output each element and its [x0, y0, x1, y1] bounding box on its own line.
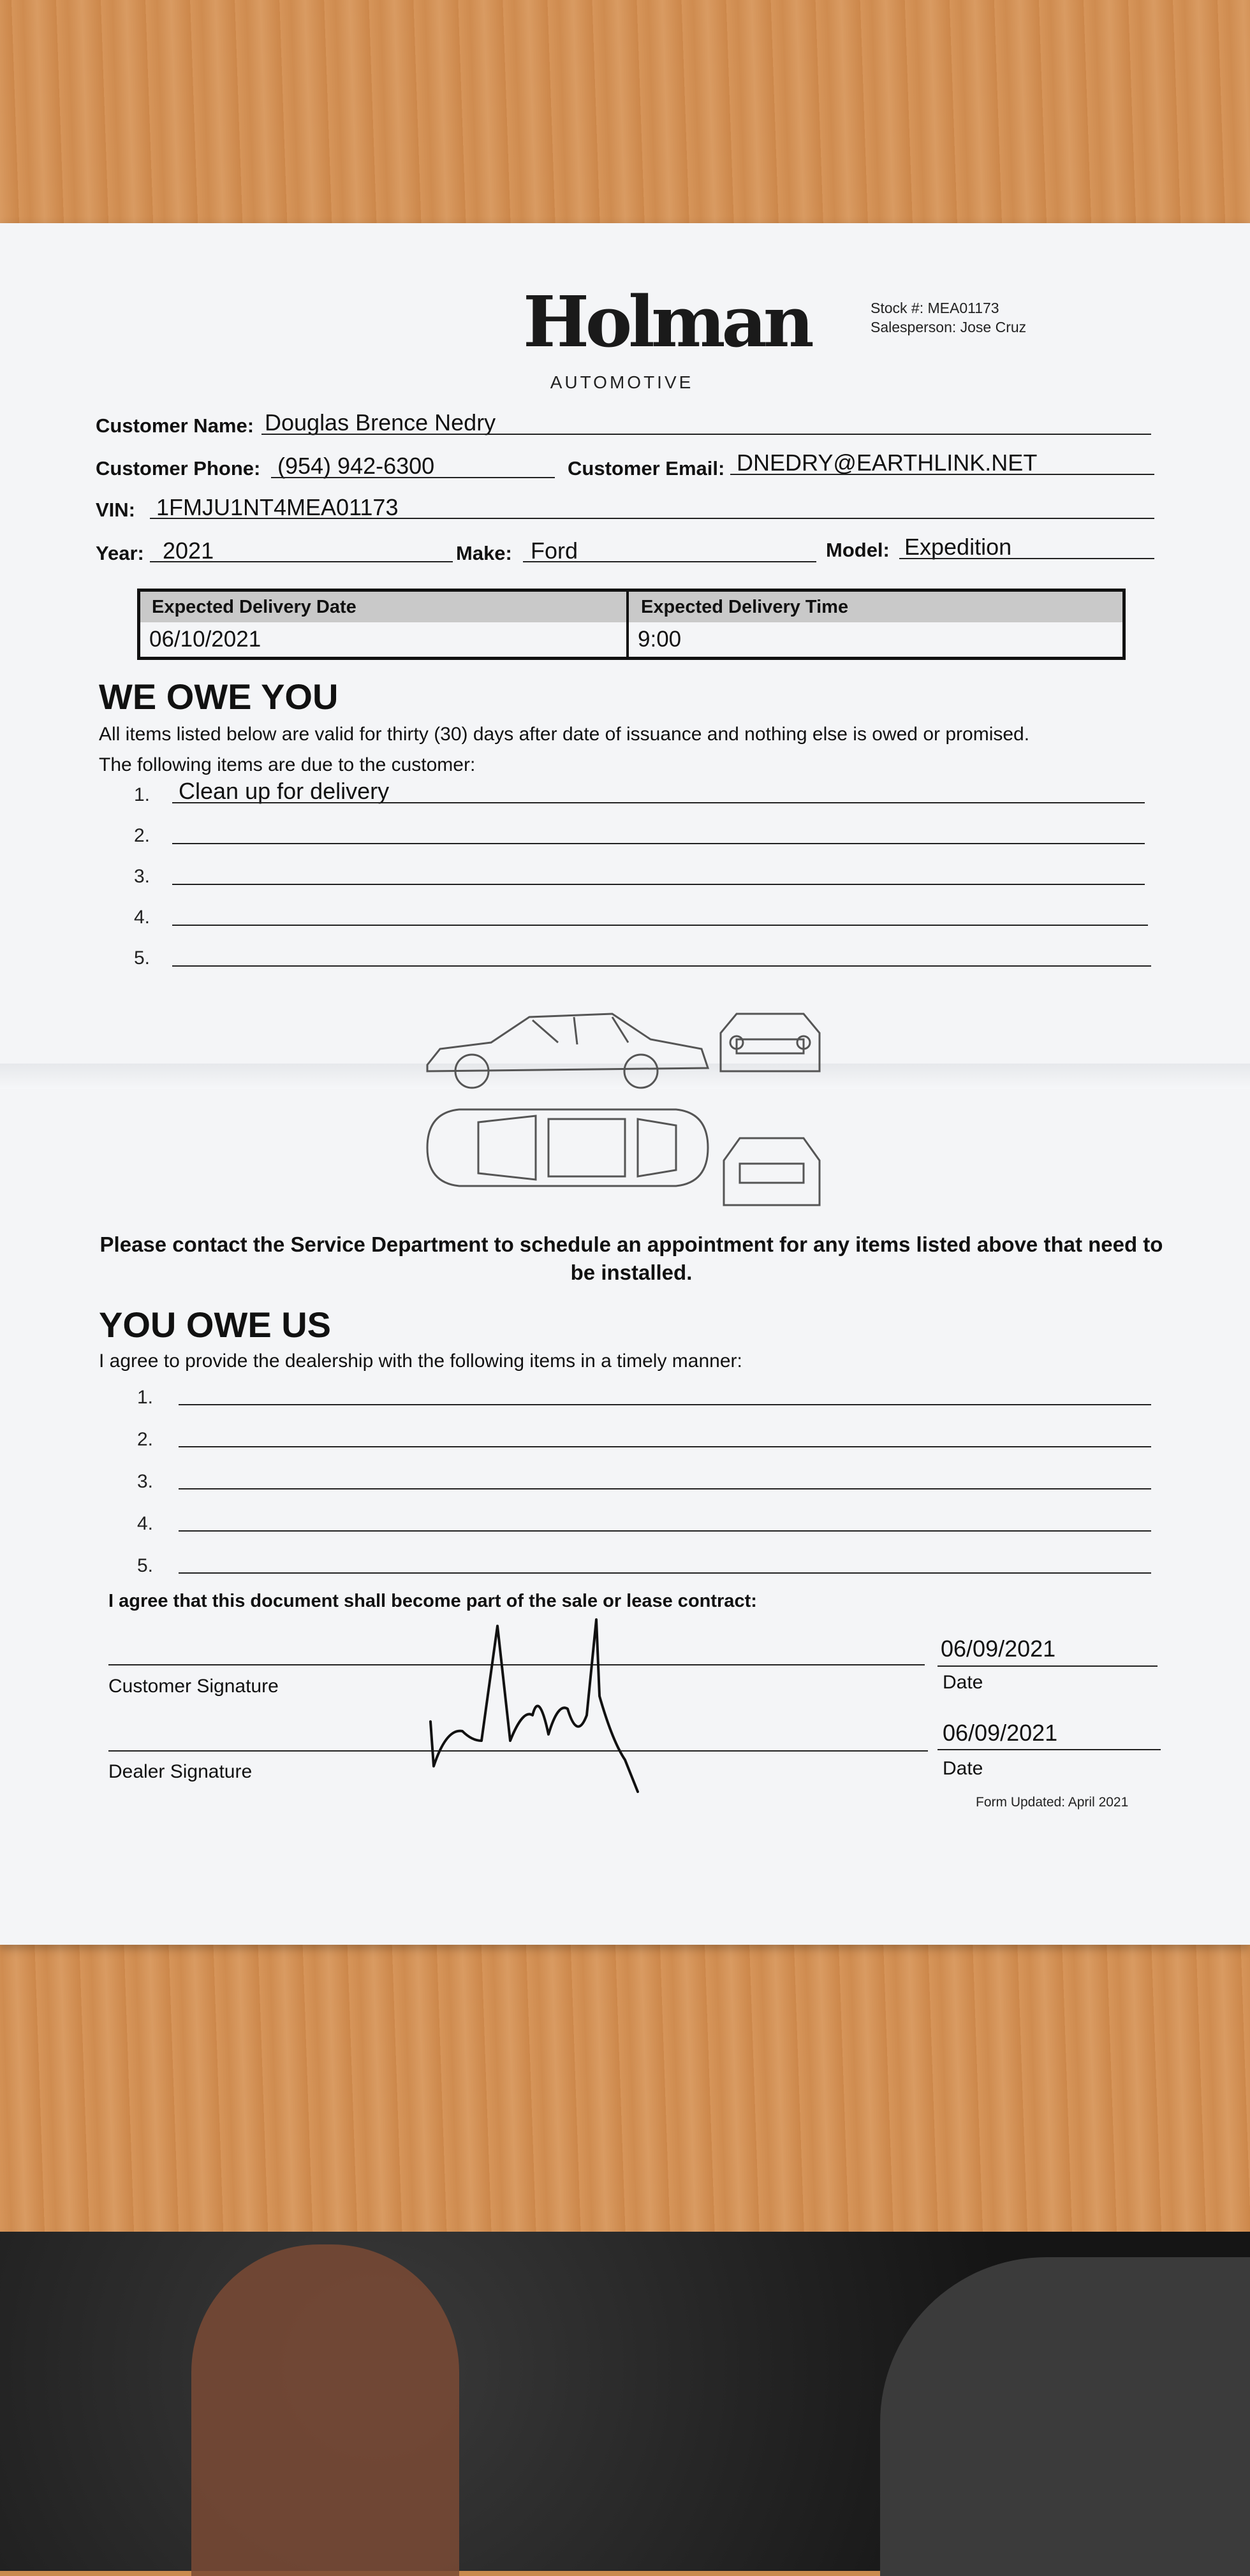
we-owe-item-line	[172, 843, 1145, 844]
customer-signature-date: 06/09/2021	[941, 1636, 1056, 1662]
we-owe-validity-text: All items listed below are valid for thirty (30) days after date of issuance and nothing else is owed or promised.	[99, 724, 1030, 745]
salesperson-label: Salesperson:	[871, 319, 957, 335]
delivery-date-label: Expected Delivery Date	[152, 597, 357, 617]
stock-value: MEA01173	[927, 300, 999, 316]
dealer-date-line	[938, 1749, 1161, 1750]
you-owe-item-line	[179, 1446, 1151, 1447]
year-value: 2021	[163, 538, 214, 564]
we-owe-title: WE OWE YOU	[99, 677, 339, 717]
salesperson	[871, 319, 1026, 336]
dealer-signature-date: 06/09/2021	[943, 1720, 1058, 1746]
delivery-time-label: Expected Delivery Time	[641, 597, 849, 617]
year-label: Year:	[96, 542, 144, 564]
vin-value: 1FMJU1NT4MEA01173	[156, 494, 399, 520]
you-owe-item-line	[179, 1404, 1151, 1405]
make-label: Make:	[456, 542, 512, 564]
year-line	[150, 561, 453, 562]
logo-wordmark: Holman	[523, 281, 811, 363]
you-owe-item-number: 5.	[137, 1555, 154, 1576]
car-side-view	[427, 1014, 708, 1088]
we-owe-item-line	[172, 884, 1145, 885]
customer-name-line	[261, 434, 1151, 435]
customer-email-line	[730, 474, 1154, 475]
holman-logo	[523, 281, 811, 393]
you-owe-item-number: 4.	[137, 1513, 154, 1534]
delivery-time-value: 9:00	[638, 627, 682, 652]
logo-subtitle: AUTOMOTIVE	[550, 372, 694, 392]
form-updated-note: Form Updated: April 2021	[976, 1795, 1129, 1810]
we-owe-item-number: 4.	[134, 907, 151, 928]
customer-date-line	[938, 1665, 1158, 1667]
vehicle-damage-diagram	[421, 988, 835, 1218]
stock-label: Stock #:	[871, 300, 924, 316]
delivery-date-value: 06/10/2021	[149, 627, 261, 652]
vin-line	[150, 518, 1154, 519]
delivery-table-divider	[626, 592, 629, 657]
you-owe-item-number: 1.	[137, 1387, 154, 1408]
you-owe-item-line	[179, 1572, 1151, 1574]
make-line	[523, 561, 816, 562]
you-owe-title: YOU OWE US	[99, 1305, 332, 1345]
customer-phone-label: Customer Phone:	[96, 457, 261, 479]
stock-number	[871, 300, 999, 317]
we-owe-form	[0, 223, 1250, 1945]
we-owe-item-number: 5.	[134, 948, 151, 969]
customer-email-value: DNEDRY@EARTHLINK.NET	[737, 450, 1038, 476]
we-owe-item-line	[172, 802, 1145, 803]
model-line	[899, 558, 1154, 559]
you-owe-item-number: 3.	[137, 1471, 154, 1492]
dealer-signature-label: Dealer Signature	[108, 1761, 253, 1782]
delivery-table	[137, 589, 1126, 660]
make-value: Ford	[531, 538, 578, 564]
vin-label: VIN:	[96, 499, 135, 521]
car-top-view	[427, 1109, 708, 1186]
person-clothing	[880, 2257, 1250, 2576]
we-owe-item-number: 1.	[134, 784, 151, 805]
car-rear-view	[724, 1138, 820, 1205]
handwritten-signature	[421, 1581, 714, 1811]
agreement-text: I agree that this document shall become part of the sale or lease contract:	[108, 1591, 757, 1611]
we-owe-item-number: 3.	[134, 866, 151, 887]
you-owe-item-line	[179, 1488, 1151, 1489]
we-owe-item-line	[172, 925, 1148, 926]
customer-name-label: Customer Name:	[96, 414, 254, 437]
model-label: Model:	[826, 539, 890, 561]
service-department-note: Please contact the Service Department to schedule an appointment for any items listed above that need to be installed.	[99, 1233, 1163, 1284]
dealer-date-label: Date	[943, 1758, 983, 1779]
salesperson-value: Jose Cruz	[960, 319, 1027, 335]
you-owe-item-line	[179, 1530, 1151, 1532]
customer-phone-line	[271, 477, 555, 478]
we-owe-intro-text: The following items are due to the customer:	[99, 754, 476, 775]
we-owe-item-text: Clean up for delivery	[179, 778, 390, 804]
you-owe-item-number: 2.	[137, 1429, 154, 1450]
model-value: Expedition	[904, 534, 1012, 560]
we-owe-item-line	[172, 965, 1151, 967]
customer-signature-label: Customer Signature	[108, 1676, 279, 1697]
you-owe-intro-text: I agree to provide the dealership with the following items in a timely manner:	[99, 1350, 742, 1372]
customer-phone-value: (954) 942-6300	[277, 453, 435, 479]
person-foot	[191, 2244, 459, 2576]
car-front-view	[721, 1014, 820, 1071]
customer-email-label: Customer Email:	[568, 457, 725, 479]
we-owe-item-number: 2.	[134, 825, 151, 846]
customer-name-value: Douglas Brence Nedry	[265, 409, 496, 435]
customer-date-label: Date	[943, 1672, 983, 1693]
